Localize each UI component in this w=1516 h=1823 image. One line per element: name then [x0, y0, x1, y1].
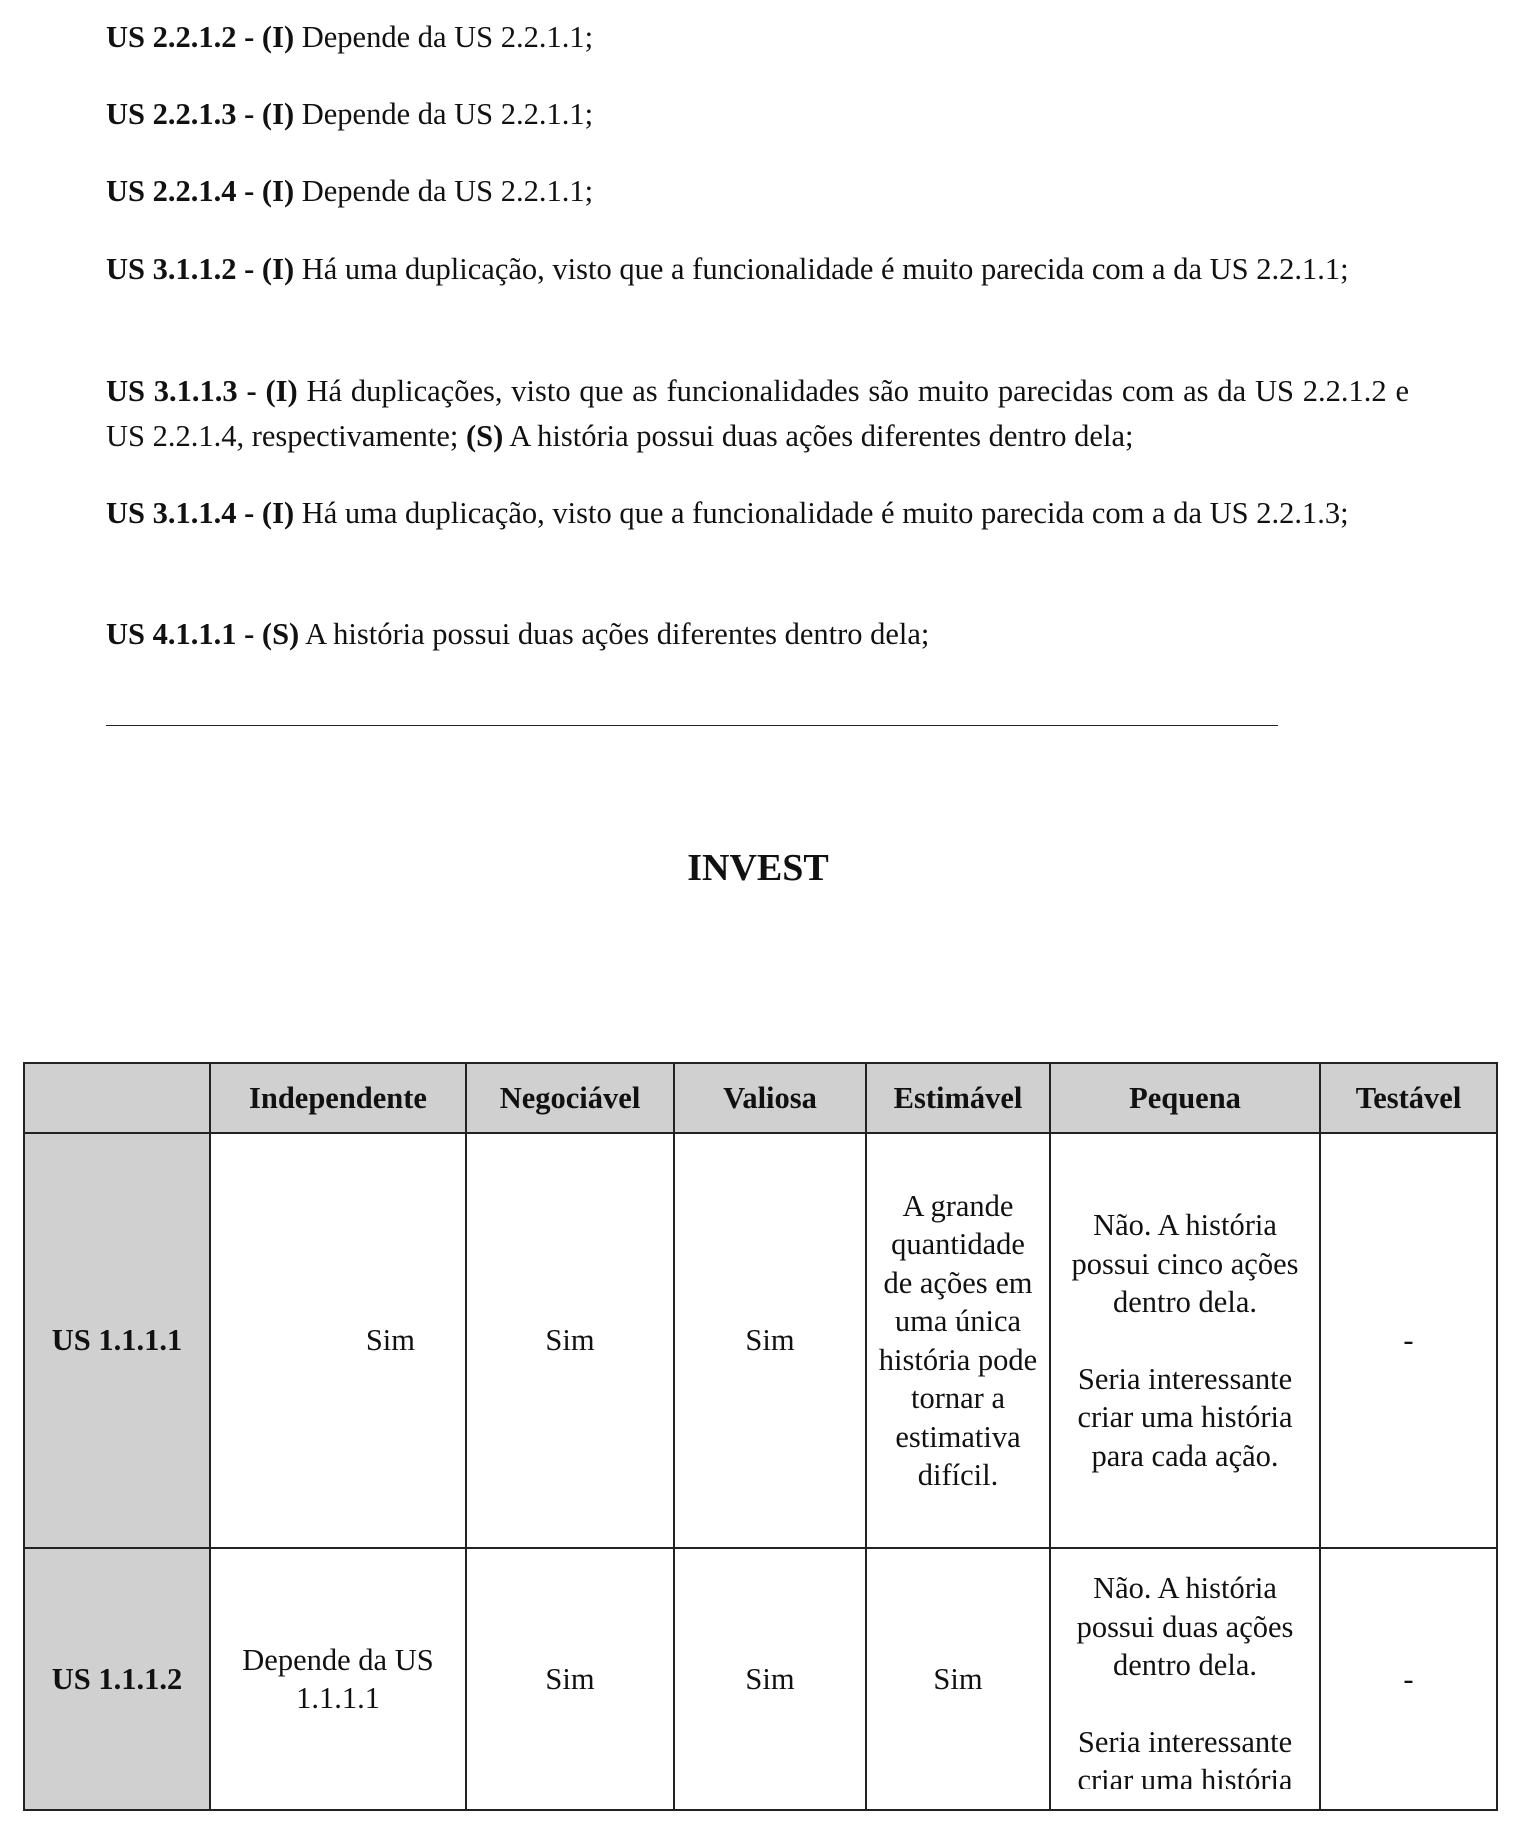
cell-negociavel: Sim	[466, 1548, 674, 1810]
criterion-tag: (I)	[261, 252, 295, 286]
separator: -	[236, 174, 262, 208]
header-independente: Independente	[210, 1063, 466, 1133]
header-corner	[24, 1063, 210, 1133]
story-note-text: Depende da US 2.2.1.1;	[301, 174, 594, 208]
cell-negociavel: Sim	[466, 1133, 674, 1548]
pequena-paragraph-2: Seria interessante criar uma história para cada ação.	[1077, 1361, 1293, 1473]
section-heading: INVEST	[687, 847, 829, 889]
story-note-2-2-1-2	[106, 15, 1409, 60]
separator: -	[236, 496, 262, 530]
header-pequena: Pequena	[1050, 1063, 1320, 1133]
criterion-tag: (S)	[261, 617, 300, 651]
row-label: US 1.1.1.1	[24, 1133, 210, 1548]
pequena-paragraph-1: Não. A história possui cinco ações dentro dela.	[1071, 1208, 1299, 1319]
cell-valiosa: Sim	[674, 1548, 866, 1810]
story-id: US 3.1.1.2	[106, 252, 237, 286]
separator: -	[236, 97, 262, 131]
story-id: US 2.2.1.3	[106, 97, 237, 131]
story-id: US 4.1.1.1	[106, 617, 237, 651]
header-valiosa: Valiosa	[674, 1063, 866, 1133]
story-note-2-2-1-3	[106, 92, 1409, 137]
pequena-paragraph-2: Seria interessante criar uma história	[1077, 1724, 1293, 1789]
story-note-2-2-1-4	[106, 169, 1409, 214]
separator: -	[237, 374, 266, 408]
story-note-3-1-1-4	[106, 491, 1409, 536]
cell-estimavel: A grande quantidade de ações em uma única história pode tornar a estimativa difícil.	[866, 1133, 1050, 1548]
story-note-text: Há duplicações, visto que as funcionalidades são muito parecidas com as da US 2.2.1.2 e US 2.2.1.4, respectivamente;	[106, 374, 1409, 453]
table-row	[24, 1133, 1497, 1548]
story-note-4-1-1-1	[106, 612, 1409, 657]
story-note-3-1-1-3	[106, 369, 1409, 459]
horizontal-rule	[106, 725, 1278, 726]
cell-pequena	[1050, 1133, 1320, 1548]
story-id: US 3.1.1.4	[106, 496, 237, 530]
criterion-tag: (I)	[261, 496, 295, 530]
story-id: US 2.2.1.4	[106, 174, 237, 208]
cell-independente: Sim	[210, 1133, 466, 1548]
separator: -	[236, 20, 262, 54]
cell-estimavel: Sim	[866, 1548, 1050, 1810]
story-note-text: A história possui duas ações diferentes dentro dela;	[305, 617, 930, 651]
separator: -	[236, 252, 262, 286]
invest-table	[23, 1062, 1498, 1811]
criterion-tag: (I)	[265, 374, 298, 408]
cell-independente: Depende da US 1.1.1.1	[210, 1548, 466, 1810]
header-estimavel: Estimável	[866, 1063, 1050, 1133]
row-label: US 1.1.1.2	[24, 1548, 210, 1810]
header-testavel: Testável	[1320, 1063, 1497, 1133]
cell-pequena	[1050, 1548, 1320, 1810]
criterion-tag: (I)	[261, 97, 295, 131]
story-note-text: Há uma duplicação, visto que a funcionalidade é muito parecida com a da US 2.2.1.1;	[301, 252, 1349, 286]
table-row	[24, 1548, 1497, 1810]
criterion-tag-secondary: (S)	[465, 419, 504, 453]
cell-testavel: -	[1320, 1548, 1497, 1810]
pequena-paragraph-1: Não. A história possui duas ações dentro dela.	[1076, 1571, 1294, 1682]
story-note-text: Depende da US 2.2.1.1;	[301, 20, 594, 54]
separator: -	[236, 617, 262, 651]
cell-testavel: -	[1320, 1133, 1497, 1548]
story-id: US 2.2.1.2	[106, 20, 237, 54]
criterion-tag: (I)	[261, 174, 295, 208]
cell-valiosa: Sim	[674, 1133, 866, 1548]
criterion-tag: (I)	[261, 20, 295, 54]
header-negociavel: Negociável	[466, 1063, 674, 1133]
story-note-text: Depende da US 2.2.1.1;	[301, 97, 594, 131]
table-header-row	[24, 1063, 1497, 1133]
story-note-text: Há uma duplicação, visto que a funcionalidade é muito parecida com a da US 2.2.1.3;	[301, 496, 1349, 530]
story-note-text-secondary: A história possui duas ações diferentes dentro dela;	[509, 419, 1134, 453]
story-id: US 3.1.1.3	[106, 374, 238, 408]
story-note-3-1-1-2	[106, 247, 1409, 292]
